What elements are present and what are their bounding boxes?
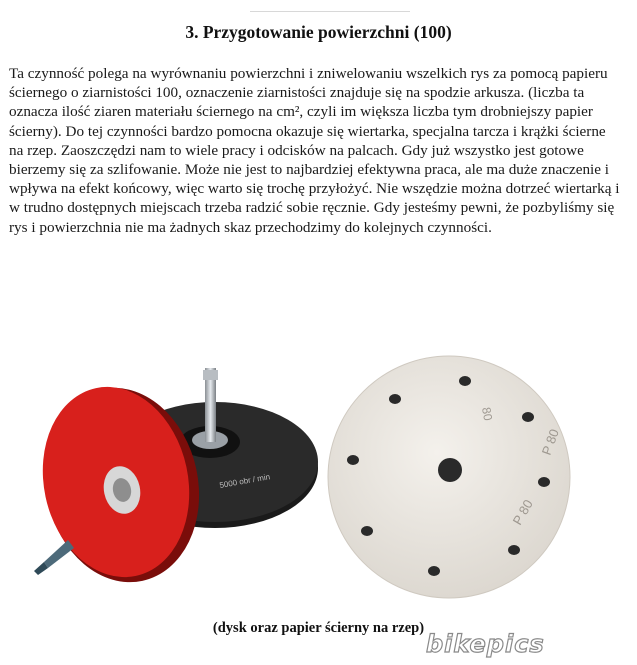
- paper-center-hole: [438, 458, 462, 482]
- watermark-text: bikepics: [426, 630, 545, 658]
- paper-grit-label-1: P 80: [538, 426, 562, 458]
- paper-grit-label-3: 80: [479, 406, 496, 422]
- figure-caption: (dysk oraz papier ścierny na rzep): [212, 620, 425, 636]
- top-divider: [250, 11, 410, 12]
- paper-grit-label-2: P 80: [509, 497, 536, 528]
- sanding-disc-photo: [20, 350, 620, 618]
- sanding-paper-disc: [328, 356, 570, 598]
- section-title: 3. Przygotowanie powierzchni (100): [185, 22, 452, 42]
- section-paragraph: Ta czynność polega na wyrównaniu powierzchni i zniwelowaniu wszelkich rys za pomocą papieru ściernego o ziarnistości 100, oznaczenie ziarnistości znajduje się na spodzie arkusza. (liczba ta oznacza ilość ziaren materiału ściernego na cm², czyli im większa liczba tym drobniejszy papier ścierny). Do tej czynności bardzo pomocna okazuje się wiertarka, specjalna tarcza i krążki ścierne na rzep. Zaoszczędzi nam to wiele pracy i odcisków na palcach. Gdy już wszystko jest gotowe bierzemy się za szlifowanie. Może nie jest to najbardziej efektywna praca, ale ma duże znaczenie i wpływa na efekt końcowy, więc warto się trochę przyłożyć. Nie wszędzie można dotrzeć wiertarką i w trudno dostępnych miejscach trzeba radzić sobie ręcznie. Gdy jesteśmy pewni, że pozbyliśmy się rys i powierzchnia nie ma żadnych skaz przechodzimy do kolejnych czynności.: [9, 65, 620, 236]
- pad-rpm-label: 5000 obr / min: [218, 472, 271, 490]
- bikepics-watermark: [418, 626, 618, 660]
